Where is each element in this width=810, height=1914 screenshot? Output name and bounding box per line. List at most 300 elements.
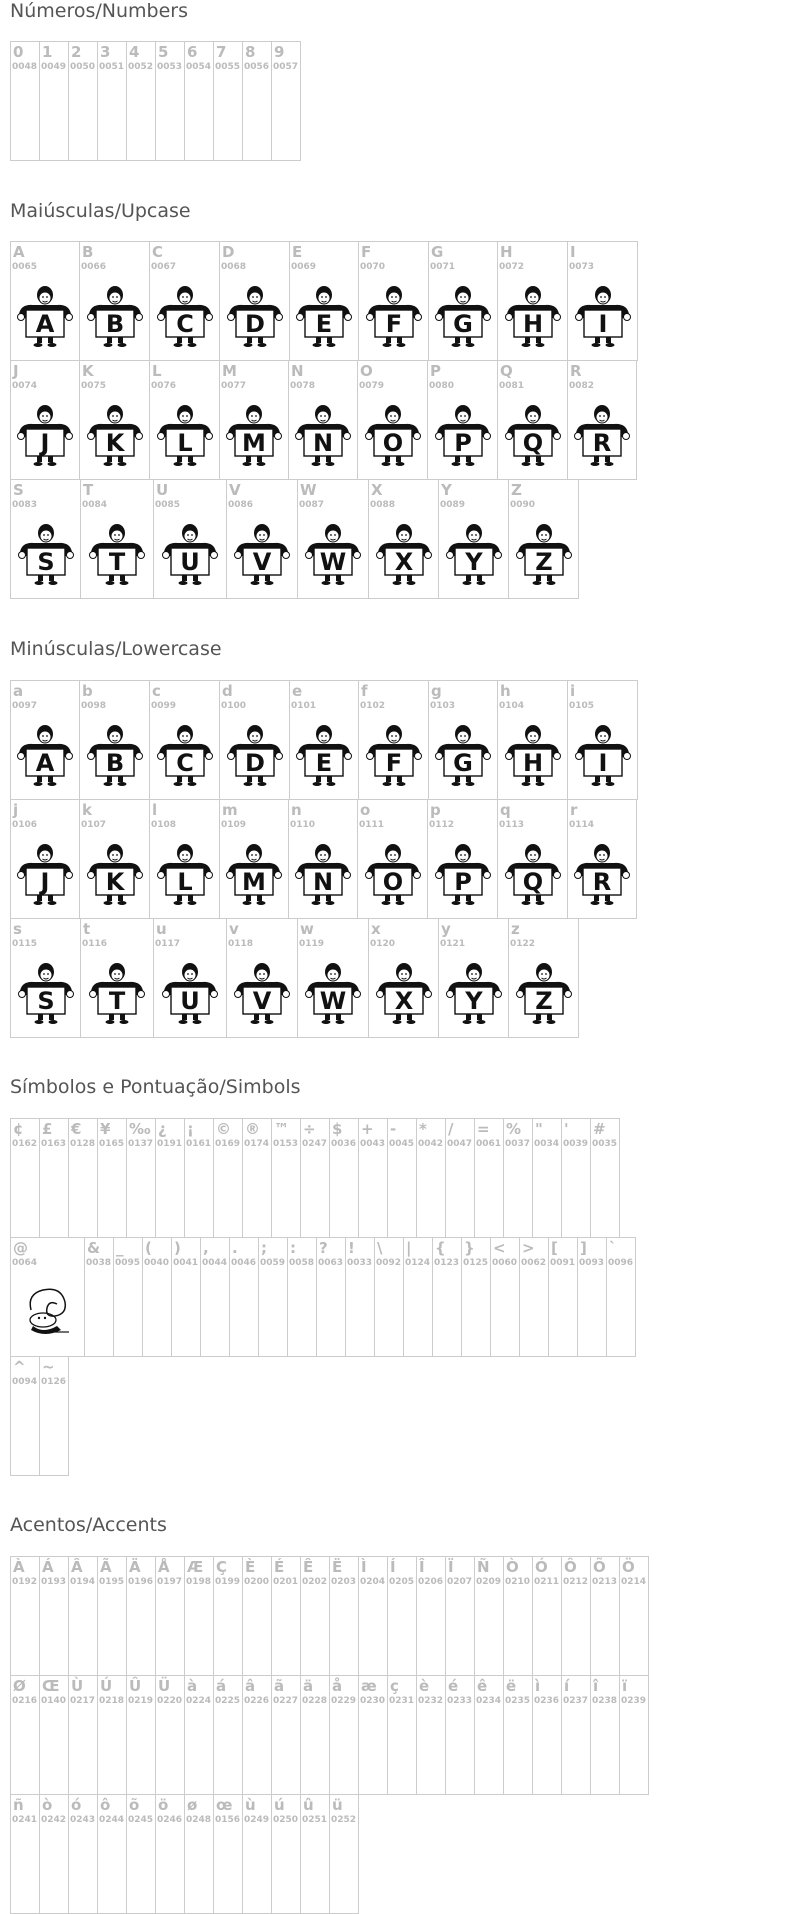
character-glyph-icon	[292, 723, 356, 787]
glyph-code: 0049	[41, 62, 67, 72]
svg-text:V: V	[252, 987, 272, 1015]
glyph-code: 0085	[155, 500, 181, 510]
glyph-code: 0047	[447, 1139, 473, 1149]
glyph-character: v	[229, 920, 239, 938]
glyph-cell	[10, 1794, 40, 1914]
glyph-code: 0174	[244, 1139, 270, 1149]
glyph-character: ,	[203, 1239, 209, 1257]
character-glyph-icon	[301, 522, 365, 586]
glyph-cell	[490, 1237, 520, 1357]
glyph-code: 0117	[155, 939, 181, 949]
glyph-character: F	[361, 243, 372, 261]
glyph-code: 0050	[70, 62, 96, 72]
glyph-character: Œ	[42, 1677, 60, 1695]
glyph-cell	[79, 241, 150, 361]
character-glyph-icon	[153, 723, 217, 787]
glyph-character: *	[419, 1120, 427, 1138]
glyph-cell	[300, 1675, 330, 1795]
glyph-character: Ù	[71, 1677, 84, 1695]
glyph-cell	[68, 41, 98, 161]
svg-text:Z: Z	[534, 987, 553, 1015]
glyph-code: 0246	[157, 1815, 183, 1825]
glyph-character: Á	[42, 1558, 54, 1576]
svg-text:N: N	[312, 429, 334, 457]
glyph-character: ê	[477, 1677, 488, 1695]
character-glyph-icon	[292, 284, 356, 348]
glyph-code: 0098	[81, 701, 107, 711]
glyph-cell	[68, 1556, 98, 1676]
glyph-code: 0103	[430, 701, 456, 711]
glyph-cell	[358, 241, 429, 361]
glyph-code: 0206	[418, 1577, 444, 1587]
glyph-cell	[288, 360, 358, 480]
glyph-cell	[358, 1556, 388, 1676]
glyph-character: x	[371, 920, 381, 938]
glyph-code: 0065	[12, 262, 38, 272]
glyph-cell	[427, 799, 498, 919]
glyph-cell	[10, 680, 80, 800]
glyph-code: 0089	[440, 500, 466, 510]
glyph-character: 0	[13, 43, 24, 61]
character-glyph-icon	[301, 961, 365, 1025]
glyph-code: 0137	[128, 1139, 154, 1149]
glyph-cell	[184, 41, 214, 161]
glyph-character: {	[435, 1239, 446, 1257]
glyph-character: Ò	[506, 1558, 519, 1576]
glyph-character: b	[82, 682, 93, 700]
glyph-cell	[229, 1237, 259, 1357]
glyph-character: Ñ	[477, 1558, 490, 1576]
character-glyph-icon	[85, 522, 149, 586]
glyph-character: Õ	[593, 1558, 606, 1576]
glyph-cell	[80, 479, 154, 599]
glyph-code: 0055	[215, 62, 241, 72]
glyph-character: ?	[319, 1239, 328, 1257]
svg-text:B: B	[105, 310, 124, 338]
glyph-code: 0192	[12, 1577, 38, 1587]
svg-text:P: P	[453, 868, 472, 896]
glyph-cell	[126, 1794, 156, 1914]
glyph-cell	[271, 1118, 301, 1238]
glyph-code: 0081	[499, 381, 525, 391]
glyph-cell	[242, 41, 272, 161]
character-glyph-icon	[13, 842, 77, 906]
glyph-cell	[387, 1118, 417, 1238]
glyph-code: 0056	[244, 62, 270, 72]
glyph-code: 0251	[302, 1815, 328, 1825]
svg-text:V: V	[252, 548, 272, 576]
glyph-cell	[271, 1556, 301, 1676]
glyph-character: õ	[129, 1796, 140, 1814]
character-glyph-icon	[361, 403, 425, 467]
section-title: Acentos/Accents	[10, 1514, 167, 1536]
glyph-cell	[287, 1237, 317, 1357]
glyph-character: 8	[245, 43, 256, 61]
glyph-cell	[532, 1556, 562, 1676]
glyph-character: ã	[274, 1677, 285, 1695]
glyph-code: 0198	[186, 1577, 212, 1587]
svg-text:H: H	[522, 310, 543, 338]
glyph-code: 0074	[12, 381, 38, 391]
glyph-code: 0244	[99, 1815, 125, 1825]
glyph-code: 0121	[440, 939, 466, 949]
glyph-code: 0235	[505, 1696, 531, 1706]
glyph-code: 0076	[151, 381, 177, 391]
character-glyph-icon	[442, 522, 506, 586]
glyph-code: 0099	[151, 701, 177, 711]
glyph-code: 0051	[99, 62, 125, 72]
glyph-cell	[561, 1118, 591, 1238]
glyph-code: 0236	[534, 1696, 560, 1706]
glyph-character: ®	[245, 1120, 260, 1138]
glyph-code: 0109	[221, 820, 247, 830]
glyph-code: 0068	[221, 262, 247, 272]
glyph-code: 0241	[12, 1815, 38, 1825]
glyph-character: ~	[42, 1358, 55, 1376]
glyph-code: 0111	[359, 820, 385, 830]
glyph-character: ©	[216, 1120, 231, 1138]
glyph-cell	[619, 1556, 649, 1676]
glyph-character: è	[419, 1677, 430, 1695]
glyph-character: t	[83, 920, 91, 938]
glyph-code: 0252	[331, 1815, 357, 1825]
glyph-code: 0083	[12, 500, 38, 510]
glyph-cell	[403, 1237, 433, 1357]
glyph-code: 0101	[291, 701, 317, 711]
glyph-cell	[329, 1118, 359, 1238]
glyph-code: 0196	[128, 1577, 154, 1587]
glyph-character: D	[222, 243, 235, 261]
glyph-character: M	[222, 362, 237, 380]
glyph-cell	[213, 1118, 243, 1238]
character-glyph-icon	[571, 284, 635, 348]
svg-text:J: J	[40, 868, 50, 896]
glyph-code: 0112	[429, 820, 455, 830]
glyph-character: â	[245, 1677, 256, 1695]
glyph-cell	[428, 680, 498, 800]
glyph-code: 0247	[302, 1139, 328, 1149]
glyph-cell	[416, 1118, 446, 1238]
character-glyph-icon	[291, 842, 355, 906]
glyph-character: ë	[506, 1677, 517, 1695]
glyph-character: ø	[187, 1796, 198, 1814]
glyph-code: 0225	[215, 1696, 241, 1706]
glyph-character: y	[441, 920, 451, 938]
glyph-code: 0162	[12, 1139, 38, 1149]
glyph-code: 0071	[430, 262, 456, 272]
svg-text:S: S	[36, 987, 55, 1015]
glyph-character: /	[448, 1120, 454, 1138]
glyph-cell	[508, 479, 579, 599]
character-glyph-icon	[362, 723, 426, 787]
character-glyph-icon	[153, 842, 217, 906]
glyph-cell	[97, 1675, 127, 1795]
glyph-code: 0106	[12, 820, 38, 830]
glyph-character: Ç	[216, 1558, 228, 1576]
glyph-cell	[10, 1118, 40, 1238]
glyph-code: 0114	[569, 820, 595, 830]
glyph-character: o	[360, 801, 371, 819]
glyph-code: 0073	[569, 262, 595, 272]
glyph-code: 0197	[157, 1577, 183, 1587]
glyph-cell	[155, 1118, 185, 1238]
glyph-cell	[219, 360, 289, 480]
glyph-code: 0040	[144, 1258, 170, 1268]
glyph-cell	[474, 1675, 504, 1795]
glyph-character: >	[522, 1239, 535, 1257]
svg-text:G: G	[453, 749, 473, 777]
glyph-cell	[561, 1556, 591, 1676]
glyph-code: 0125	[463, 1258, 489, 1268]
glyph-character: ¿	[158, 1120, 167, 1138]
glyph-character: V	[229, 481, 241, 499]
glyph-code: 0250	[273, 1815, 299, 1825]
glyph-code: 0228	[302, 1696, 328, 1706]
glyph-cell	[289, 241, 359, 361]
glyph-cell	[329, 1675, 359, 1795]
glyph-cell	[416, 1556, 446, 1676]
glyph-character: Ï	[448, 1558, 454, 1576]
character-glyph-icon	[570, 842, 634, 906]
glyph-cell	[242, 1794, 272, 1914]
glyph-code: 0153	[273, 1139, 299, 1149]
glyph-character: H	[500, 243, 513, 261]
glyph-character: !	[348, 1239, 355, 1257]
glyph-cell	[297, 918, 369, 1038]
glyph-code: 0035	[592, 1139, 618, 1149]
glyph-character: B	[82, 243, 94, 261]
glyph-cell	[79, 680, 150, 800]
svg-text:N: N	[312, 868, 334, 896]
glyph-character: Ì	[361, 1558, 367, 1576]
character-glyph-icon	[431, 284, 495, 348]
glyph-character: K	[82, 362, 94, 380]
glyph-code: 0123	[434, 1258, 460, 1268]
glyph-character: Ë	[332, 1558, 343, 1576]
glyph-cell	[213, 1556, 243, 1676]
glyph-code: 0067	[151, 262, 177, 272]
glyph-character: \	[377, 1239, 383, 1257]
glyph-cell	[149, 799, 220, 919]
svg-text:C: C	[175, 749, 194, 777]
svg-text:W: W	[319, 987, 347, 1015]
glyph-character: Í	[390, 1558, 396, 1576]
glyph-character: 6	[187, 43, 198, 61]
glyph-character: l	[152, 801, 158, 819]
glyph-code: 0205	[389, 1577, 415, 1587]
glyph-code: 0094	[12, 1377, 38, 1387]
glyph-character: h	[500, 682, 511, 700]
glyph-cell	[153, 479, 227, 599]
glyph-code: 0061	[476, 1139, 502, 1149]
glyph-code: 0063	[318, 1258, 344, 1268]
glyph-code: 0207	[447, 1577, 473, 1587]
glyph-character: [	[551, 1239, 558, 1257]
glyph-code: 0163	[41, 1139, 67, 1149]
glyph-cell	[548, 1237, 578, 1357]
glyph-character: Ü	[158, 1677, 171, 1695]
glyph-cell	[445, 1118, 475, 1238]
glyph-cell	[416, 1675, 446, 1795]
glyph-code: 0036	[331, 1139, 357, 1149]
svg-text:G: G	[453, 310, 473, 338]
glyph-character: u	[156, 920, 167, 938]
glyph-character: f	[361, 682, 368, 700]
glyph-character: ú	[274, 1796, 285, 1814]
svg-text:X: X	[394, 987, 413, 1015]
glyph-cell	[316, 1237, 346, 1357]
glyph-cell	[428, 241, 498, 361]
glyph-character: )	[174, 1239, 181, 1257]
glyph-character: ò	[42, 1796, 53, 1814]
glyph-cell	[590, 1675, 620, 1795]
glyph-code: 0203	[331, 1577, 357, 1587]
character-glyph-icon	[291, 403, 355, 467]
glyph-character: Â	[71, 1558, 83, 1576]
character-glyph-icon	[222, 403, 286, 467]
character-glyph-icon	[442, 961, 506, 1025]
glyph-character: à	[187, 1677, 198, 1695]
character-glyph-icon	[571, 723, 635, 787]
glyph-cell	[39, 1794, 69, 1914]
glyph-character: k	[82, 801, 92, 819]
character-glyph-icon	[230, 961, 294, 1025]
glyph-code: 0069	[291, 262, 317, 272]
glyph-character: ç	[390, 1677, 399, 1695]
glyph-cell	[184, 1118, 214, 1238]
glyph-code: 0043	[360, 1139, 386, 1149]
glyph-cell	[271, 1675, 301, 1795]
section-title: Números/Numbers	[10, 0, 188, 22]
glyph-code: 0091	[550, 1258, 576, 1268]
character-glyph-icon	[501, 723, 565, 787]
glyph-code: 0204	[360, 1577, 386, 1587]
glyph-character: í	[564, 1677, 570, 1695]
character-glyph-icon	[14, 961, 78, 1025]
svg-text:M: M	[242, 868, 266, 896]
glyph-code: 0090	[510, 500, 536, 510]
glyph-character: P	[430, 362, 441, 380]
glyph-character: j	[13, 801, 19, 819]
glyph-character: ‰	[129, 1120, 151, 1138]
svg-text:S: S	[36, 548, 55, 576]
glyph-character: È	[245, 1558, 256, 1576]
glyph-code: 0110	[290, 820, 316, 830]
character-glyph-icon	[153, 284, 217, 348]
glyph-code: 0084	[82, 500, 108, 510]
glyph-cell	[374, 1237, 404, 1357]
svg-text:D: D	[244, 749, 265, 777]
glyph-cell	[149, 360, 220, 480]
glyph-cell	[142, 1237, 172, 1357]
glyph-cell	[155, 1675, 185, 1795]
glyph-character: _	[116, 1239, 124, 1257]
character-glyph-icon	[13, 284, 77, 348]
svg-text:R: R	[592, 868, 612, 896]
section-title: Minúsculas/Lowercase	[10, 638, 222, 660]
character-glyph-icon	[83, 284, 147, 348]
glyph-cell	[242, 1675, 272, 1795]
glyph-code: 0231	[389, 1696, 415, 1706]
glyph-cell	[171, 1237, 201, 1357]
glyph-cell	[84, 1237, 114, 1357]
glyph-character: Æ	[187, 1558, 204, 1576]
glyph-cell	[357, 799, 428, 919]
glyph-code: 0057	[273, 62, 299, 72]
svg-text:X: X	[394, 548, 413, 576]
glyph-character: Y	[441, 481, 452, 499]
glyph-character: n	[291, 801, 302, 819]
glyph-character: @	[13, 1239, 28, 1257]
glyph-code: 0096	[608, 1258, 634, 1268]
glyph-character: ï	[622, 1677, 628, 1695]
glyph-cell	[219, 799, 289, 919]
glyph-character: s	[13, 920, 22, 938]
glyph-character: O	[360, 362, 373, 380]
glyph-cell	[497, 799, 568, 919]
glyph-character: =	[477, 1120, 490, 1138]
glyph-character: e	[292, 682, 303, 700]
glyph-cell	[184, 1675, 214, 1795]
svg-text:Z: Z	[534, 548, 553, 576]
svg-text:R: R	[592, 429, 612, 457]
character-glyph-icon	[83, 842, 147, 906]
glyph-cell	[10, 799, 80, 919]
glyph-character: Ö	[622, 1558, 635, 1576]
glyph-character: Û	[129, 1677, 142, 1695]
glyph-cell	[68, 1794, 98, 1914]
glyph-cell	[497, 241, 568, 361]
glyph-code: 0212	[563, 1577, 589, 1587]
glyph-cell	[213, 1675, 243, 1795]
character-glyph-icon	[158, 961, 222, 1025]
glyph-cell	[345, 1237, 375, 1357]
svg-text:U: U	[180, 987, 200, 1015]
glyph-code: 0213	[592, 1577, 618, 1587]
glyph-cell	[387, 1675, 417, 1795]
glyph-code: 0062	[521, 1258, 547, 1268]
character-glyph-icon	[223, 284, 287, 348]
glyph-cell	[219, 680, 290, 800]
glyph-cell	[561, 1675, 591, 1795]
glyph-character: z	[511, 920, 520, 938]
glyph-character: á	[216, 1677, 227, 1695]
glyph-code: 0242	[41, 1815, 67, 1825]
character-glyph-icon	[223, 723, 287, 787]
glyph-cell	[288, 799, 358, 919]
svg-text:Q: Q	[522, 429, 543, 457]
character-glyph-icon	[361, 842, 425, 906]
glyph-cell	[503, 1675, 533, 1795]
glyph-cell	[10, 1356, 40, 1476]
svg-text:I: I	[598, 749, 607, 777]
glyph-cell	[184, 1556, 214, 1676]
glyph-code: 0214	[621, 1577, 647, 1587]
glyph-cell	[503, 1556, 533, 1676]
glyph-cell	[461, 1237, 491, 1357]
svg-text:A: A	[35, 749, 55, 777]
glyph-character: É	[274, 1558, 285, 1576]
glyph-code: 0064	[12, 1258, 38, 1268]
character-glyph-icon	[83, 723, 147, 787]
character-glyph-icon	[153, 403, 217, 467]
svg-text:F: F	[385, 749, 402, 777]
glyph-character: æ	[361, 1677, 377, 1695]
glyph-code: 0070	[360, 262, 386, 272]
glyph-cell	[432, 1237, 462, 1357]
glyph-code: 0195	[99, 1577, 125, 1587]
glyph-character: d	[222, 682, 233, 700]
